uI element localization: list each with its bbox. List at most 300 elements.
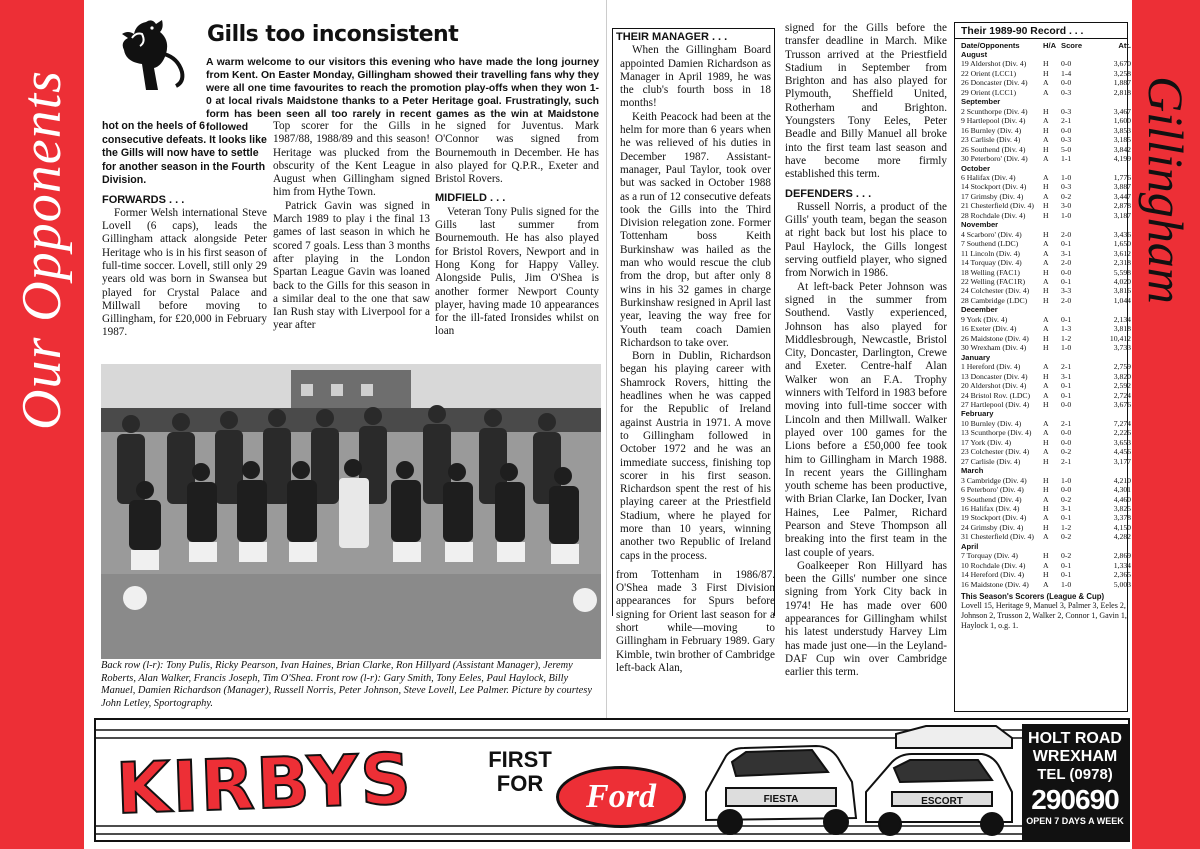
record-score: 1-0 (1061, 343, 1072, 353)
record-row (955, 494, 1131, 504)
telephone-prefix: TEL (0978) (1037, 766, 1113, 783)
record-opponent: 14 Torquay (Div. 4) (961, 258, 1022, 268)
record-venue: H (1043, 475, 1049, 485)
record-row (955, 172, 1131, 182)
record-venue: H (1043, 295, 1049, 305)
record-opponent: 28 Cambridge (LDC) (961, 295, 1028, 305)
record-venue: H (1043, 229, 1049, 239)
record-score: 0-0 (1061, 59, 1072, 69)
midfield-heading: MIDFIELD . . . (435, 192, 506, 205)
record-venue: A (1043, 428, 1049, 438)
slogan-first: FIRST (488, 747, 552, 772)
record-attendance: 3,670 (1113, 59, 1131, 69)
record-row (955, 428, 1131, 438)
record-venue: A (1043, 239, 1049, 249)
scorers-list: Lovell 15, Heritage 9, Manuel 3, Palmer 3, Eeles 2, Johnson 2, Trusson 2, Walker 2, Connor 1, Gavin 1, Haylock 1, o.g. 1. (961, 601, 1127, 631)
record-opponent: 17 York (Div. 4) (961, 437, 1012, 447)
record-attendance: 3,185 (1113, 135, 1131, 145)
record-venue: H (1043, 59, 1049, 69)
record-attendance: 2,592 (1113, 381, 1131, 391)
record-venue: A (1043, 579, 1049, 589)
record-opponent: 3 Cambridge (Div. 4) (961, 475, 1027, 485)
record-venue: A (1043, 248, 1049, 258)
record-attendance: 2,134 (1113, 314, 1131, 324)
record-attendance: 5,598 (1113, 267, 1131, 277)
opening-hours: OPEN 7 DAYS A WEEK (1026, 816, 1124, 826)
record-score: 2-1 (1061, 456, 1072, 466)
record-attendance: 2,869 (1113, 551, 1131, 561)
record-attendance: 3,887 (1113, 182, 1131, 192)
record-venue: A (1043, 277, 1049, 286)
record-opponent: 18 Welling (FAC1) (961, 267, 1020, 277)
record-score: 0-1 (1061, 390, 1072, 400)
column-3-paragraph-2: Veteran Tony Pulis signed for the Gills last summer from Bournemouth. He has also played for Bristol Rovers, Newport and in Hong Kong for Happy Valley. Alongside Pulis, Jim O'Shea is another former Newport County player, having made 10 appearances for the ill-fated Ironsides whilst on loan (435, 205, 599, 338)
record-opponent: 1 Hereford (Div. 4) (961, 362, 1021, 372)
record-opponent: 16 Halifax (Div. 4) (961, 504, 1020, 513)
record-row (955, 59, 1131, 69)
record-opponent: 14 Hereford (Div. 4) (961, 570, 1025, 580)
record-attendance: 3,842 (1113, 144, 1131, 154)
record-score: 0-2 (1061, 551, 1072, 561)
record-score: 3-1 (1061, 371, 1072, 381)
record-venue: A (1043, 78, 1049, 88)
record-opponent: 2 Scunthorpe (Div. 4) (961, 106, 1028, 116)
dealer-contact-box (1022, 724, 1128, 840)
scorers-heading: This Season's Scorers (League & Cup) (961, 592, 1105, 602)
manager-paragraph-1: When the Gillingham Board appointed Damien Richardson as Manager in April 1989, he was the club's fourth boss in 18 months! (620, 44, 771, 110)
record-venue: A (1043, 324, 1049, 334)
record-attendance: 3,187 (1113, 210, 1131, 220)
record-opponent: 6 Peterboro' (Div. 4) (961, 485, 1024, 495)
record-row (955, 125, 1131, 135)
record-row (955, 390, 1131, 400)
kirbys-ford-advert (94, 718, 1130, 842)
column-5-paragraph-2: Russell Norris, a product of the Gills' youth team, began the season at right back but lost his place to Paul Haylock, the Gills longest serving outfield player, who signed from Norwich in 1986. (785, 200, 947, 280)
record-attendance: 4,460 (1113, 494, 1131, 504)
record-opponent: 31 Chesterfield (Div. 4) (961, 532, 1034, 542)
record-score: 0-0 (1061, 485, 1072, 495)
record-opponent: 13 Scunthorpe (Div. 4) (961, 428, 1032, 438)
manager-heading: THEIR MANAGER . . . (616, 31, 728, 43)
record-venue: H (1043, 333, 1049, 343)
first-for-slogan (480, 748, 560, 796)
record-row (955, 277, 1131, 286)
record-opponent: 30 Wrexham (Div. 4) (961, 343, 1027, 353)
record-header-score: Score (1061, 41, 1083, 50)
record-row (955, 343, 1131, 353)
record-attendance: 3,653 (1113, 437, 1131, 447)
record-row (955, 371, 1131, 381)
column-5-paragraph-1: signed for the Gills before the transfer deadline in March. Mike Trusson arrived at the Priestfield Stadium in September from Brighton and has also played for Plymouth, Sheffield United, Rotherham and Brighton. Youngsters Tony Eeles, Peter Beadle and Billy Manuel all broke into the first team last season and have become more firmly established this term. (785, 22, 947, 181)
record-opponent: 22 Welling (FAC1R) (961, 277, 1026, 286)
record-row (955, 78, 1131, 88)
record-attendance: 3,177 (1113, 456, 1131, 466)
record-score: 1-2 (1061, 333, 1072, 343)
manager-paragraph-3: Born in Dublin, Richardson began his playing career with Shamrock Rovers, hitting the headlines when he was capped for the Republic of Ireland against Austria in 1971. A move to Gillingham followed in October 1972 and he was an immediate success, finishing top scorer in his first season. Richardson spent the rest of his playing career at the Priestfield Stadium, where he played for more than 10 years, winning another two Republic of Ireland caps in the process. (620, 350, 771, 562)
column-4-continuation: from Tottenham in 1986/87. O'Shea made 3 First Division appearances for Spurs before signing for Orient last season for a short while—moving to Gillingham in February 1989. Gary Kimble, twin brother of Cambridge left-back Alan, (616, 568, 775, 674)
record-row (955, 551, 1131, 561)
record-row (955, 106, 1131, 116)
record-opponent: 24 Colchester (Div. 4) (961, 286, 1030, 296)
record-row (955, 522, 1131, 532)
record-row (955, 239, 1131, 249)
record-opponent: 7 Torquay (Div. 4) (961, 551, 1018, 561)
record-attendance: 1,600 (1113, 116, 1131, 126)
record-score: 0-3 (1061, 182, 1072, 192)
record-venue: A (1043, 172, 1049, 182)
record-score: 0-2 (1061, 447, 1072, 457)
record-attendance: 1,776 (1113, 172, 1131, 182)
defenders-heading: DEFENDERS . . . (785, 187, 872, 200)
record-month-heading: September (961, 97, 1001, 107)
record-opponent: 22 Orient (LCC1) (961, 68, 1017, 78)
record-attendance: 4,020 (1113, 277, 1131, 286)
record-venue: H (1043, 343, 1049, 353)
record-attendance: 3,733 (1113, 343, 1131, 353)
page-gutter (606, 0, 607, 720)
record-row (955, 399, 1131, 409)
record-row (955, 295, 1131, 305)
record-score: 1-4 (1061, 68, 1072, 78)
record-venue: A (1043, 447, 1049, 457)
slogan-for: FOR (496, 771, 544, 796)
record-attendance: 3,378 (1113, 513, 1131, 523)
team-photo-illustration (101, 364, 601, 659)
record-score: 0-0 (1061, 437, 1072, 447)
record-venue: H (1043, 125, 1049, 135)
article-intro: A warm welcome to our visitors this evening who have made the long journey from Kent. On Easter Monday, Gillingham showed their travelling fans why they were all one time favourites to reach the promotion play-offs when they won 1-0 at local rivals Maidstone thanks to a Peter Heritage goal. Frustratingly, such form has been seen all too rarely in recent games as the win at Maidstone followed (206, 57, 599, 133)
kirbys-logo: KIRBYS (114, 737, 415, 831)
record-row (955, 362, 1131, 372)
record-attendance: 2,724 (1113, 390, 1131, 400)
record-row (955, 191, 1131, 201)
record-opponent: 26 Maidstone (Div. 4) (961, 333, 1029, 343)
column-2-paragraph-2: Patrick Gavin was signed in March 1989 to play i the final 13 games of last season in which he scored 7 goals. Less than 3 months after playing in the London Spartan League Gavin was loaned back to the Gills for this season in a similar deal to the one that saw Ian Rush stay with Liverpool for a year after (273, 199, 430, 332)
record-venue: H (1043, 371, 1049, 381)
record-opponent: 16 Exeter (Div. 4) (961, 324, 1017, 334)
record-opponent: 9 York (Div. 4) (961, 314, 1008, 324)
record-venue: H (1043, 504, 1049, 513)
article-column-1 (102, 120, 267, 340)
record-row (955, 286, 1131, 296)
record-attendance: 3,820 (1113, 371, 1131, 381)
record-opponent: 4 Scarboro' (Div. 4) (961, 229, 1022, 239)
record-opponent: 19 Stockport (Div. 4) (961, 513, 1027, 523)
column-1-lead: hot on the heels of 6 consecutive defeats. It looks like the Gills will now have to settle for another season in the Fourth Division. (102, 120, 267, 186)
record-attendance: 1,887 (1113, 78, 1131, 88)
record-venue: A (1043, 87, 1049, 97)
record-opponent: 23 Colchester (Div. 4) (961, 447, 1030, 457)
record-score: 3-1 (1061, 248, 1072, 258)
record-venue: A (1043, 154, 1049, 164)
record-score: 1-0 (1061, 579, 1072, 589)
record-row (955, 560, 1131, 570)
record-attendance: 1,650 (1113, 239, 1131, 249)
team-photo (101, 364, 601, 659)
record-venue: H (1043, 570, 1049, 580)
record-row (955, 437, 1131, 447)
section-title-our-opponents: Our Opponents (11, 70, 73, 430)
season-record-table (955, 26, 1131, 631)
record-venue: H (1043, 437, 1049, 447)
fiesta-badge: FIESTA (763, 794, 799, 805)
telephone-number: 290690 (1031, 784, 1119, 815)
record-score: 2-1 (1061, 116, 1072, 126)
record-opponent: 30 Peterboro' (Div. 4) (961, 154, 1028, 164)
record-row (955, 116, 1131, 126)
record-attendance: 2,365 (1113, 570, 1131, 580)
record-attendance: 1,334 (1113, 560, 1131, 570)
record-opponent: 14 Stockport (Div. 4) (961, 182, 1027, 192)
record-row (955, 135, 1131, 145)
record-attendance: 3,258 (1113, 68, 1131, 78)
record-score: 0-1 (1061, 239, 1072, 249)
record-score: 0-3 (1061, 87, 1072, 97)
record-row (955, 210, 1131, 220)
record-venue: A (1043, 381, 1049, 391)
record-attendance: 2,759 (1113, 362, 1131, 372)
record-venue: H (1043, 106, 1049, 116)
record-opponent: 9 Southend (Div. 4) (961, 494, 1022, 504)
record-row (955, 485, 1131, 495)
article-column-3 (435, 120, 599, 339)
record-opponent: 26 Southend (Div. 4) (961, 144, 1026, 154)
record-opponent: 16 Burnley (Div. 4) (961, 125, 1022, 135)
column-3-paragraph-1: he signed for Juventus. Mark O'Connor was signed from Bournemouth in December. He has also played for Q.P.R., Exeter and Bristol Rovers. (435, 120, 599, 186)
record-month-heading: January (961, 352, 991, 362)
record-opponent: 10 Burnley (Div. 4) (961, 418, 1022, 428)
record-venue: A (1043, 314, 1049, 324)
record-month-heading: February (961, 409, 994, 419)
record-score: 1-0 (1061, 475, 1072, 485)
record-opponent: 11 Lincoln (Div. 4) (961, 248, 1020, 258)
club-name-vertical: Gillingham (1138, 76, 1194, 304)
record-opponent: 10 Rochdale (Div. 4) (961, 560, 1026, 570)
record-row (955, 579, 1131, 589)
record-venue: H (1043, 144, 1049, 154)
record-opponent: 13 Doncaster (Div. 4) (961, 371, 1028, 381)
record-month-heading: October (961, 163, 991, 173)
record-row (955, 532, 1131, 542)
record-attendance: 2,318 (1113, 258, 1131, 268)
column-5-paragraph-3: At left-back Peter Johnson was signed in the summer from Southend. Vastly experienced, Johnson has also played for Middlesbrough, Newcastle, Bristol City, Doncaster, Darlington, Crewe and Exeter. Centre-half Alan Walker won an F.A. Trophy winners with Telford in 1983 before moving into full-time soccer with Lincoln and then Millwall. Walker played over 100 games for the Lions before a £50,000 fee took him to Gillingham in March 1988. In recent years the Gillingham youth scheme has been productive, with Brian Clarke, Ian Docker, Ivan Haines, Lee Palmer, Richard Pearson and Steve Thompson all breaking into the first team in the last couple of years. (785, 280, 947, 559)
record-attendance: 3,447 (1113, 191, 1131, 201)
record-score: 0-2 (1061, 494, 1072, 504)
record-venue: H (1043, 551, 1049, 561)
record-row (955, 87, 1131, 97)
record-row (955, 513, 1131, 523)
record-body (955, 50, 1131, 589)
record-header-opponents: Date/Opponents (961, 41, 1020, 50)
record-score: 1-0 (1061, 210, 1072, 220)
record-row (955, 475, 1131, 485)
photo-caption: Back row (l-r): Tony Pulis, Ricky Pearson, Ivan Haines, Brian Clarke, Ron Hillyard (Assistant Manager), Jeremy Roberts, Alan Walker, Francis Joseph, Tim O'Shea. Front row (l-r): Gary Smith, Tony Eeles, Paul Haylock, Billy Manuel, Damien Richardson (Manager), Russell Norris, Peter Johnson, Steve Lovell, Lee Palmer. Picture by courtesy John Letley, Sportography. (101, 660, 592, 710)
record-opponent: 23 Carlisle (Div. 4) (961, 135, 1021, 145)
record-score: 0-0 (1061, 78, 1072, 88)
record-venue: A (1043, 513, 1049, 523)
record-attendance: 4,282 (1113, 532, 1131, 542)
record-opponent: 28 Rochdale (Div. 4) (961, 210, 1026, 220)
record-score: 0-1 (1061, 277, 1072, 286)
record-row (955, 144, 1131, 154)
record-score: 1-1 (1061, 154, 1072, 164)
record-row (955, 418, 1131, 428)
record-attendance: 4,456 (1113, 447, 1131, 457)
record-opponent: 26 Doncaster (Div. 4) (961, 78, 1028, 88)
record-attendance: 3,818 (1113, 324, 1131, 334)
record-attendance: 4,199 (1113, 154, 1131, 164)
column-5-paragraph-4: Goalkeeper Ron Hillyard has been the Gills' number one since signing from York City back in 1974! He has made over 600 appearances for Gillingham whilst his latest understudy Harvey Lim has made just one—in the Leyland-DAF Cup win over Cambridge earlier this term. (785, 559, 947, 679)
record-venue: H (1043, 399, 1049, 409)
forwards-heading: FORWARDS . . . (102, 193, 185, 206)
record-header-venue: H/A (1043, 41, 1057, 50)
record-score: 2-1 (1061, 418, 1072, 428)
record-score: 2-0 (1061, 258, 1072, 268)
record-venue: H (1043, 485, 1049, 495)
car-illustration (696, 722, 1016, 840)
record-score: 1-2 (1061, 522, 1072, 532)
record-attendance: 4,210 (1113, 475, 1131, 485)
record-score: 0-1 (1061, 513, 1072, 523)
record-score: 0-0 (1061, 428, 1072, 438)
record-attendance: 3,467 (1113, 106, 1131, 116)
record-venue: H (1043, 286, 1049, 296)
record-attendance: 10,412 (1109, 333, 1131, 343)
column-1-paragraph: Former Welsh international Steve Lovell (6 caps), leads the Gillingham attack alongside Peter Heritage who is in his first season of full-time soccer. Lovell, still only 29 years old was born in Swansea but played for Crystal Palace and Millwall before moving to Gillingham, for £20,000 in February 1987. (102, 206, 267, 339)
record-score: 0-0 (1061, 125, 1072, 135)
record-attendance: 2,878 (1113, 201, 1131, 211)
record-venue: A (1043, 418, 1049, 428)
record-row (955, 201, 1131, 211)
record-month-heading: August (961, 50, 988, 59)
record-month-heading: April (961, 541, 979, 551)
article-column-4 (612, 29, 775, 675)
record-attendance: 3,612 (1113, 248, 1131, 258)
record-venue: H (1043, 522, 1049, 532)
record-attendance: 3,825 (1113, 504, 1131, 513)
escort-badge: ESCORT (921, 796, 963, 807)
record-attendance: 1,044 (1113, 295, 1131, 305)
record-attendance: 5,003 (1113, 579, 1131, 589)
record-header-row (955, 41, 1131, 50)
record-score: 2-0 (1061, 229, 1072, 239)
record-score: 2-0 (1061, 295, 1072, 305)
record-opponent: 20 Aldershot (Div. 4) (961, 381, 1027, 391)
record-attendance: 3,436 (1113, 229, 1131, 239)
record-row (955, 154, 1131, 164)
record-score: 3-0 (1061, 201, 1072, 211)
record-row (955, 447, 1131, 457)
record-opponent: 7 Southend (LDC) (961, 239, 1019, 249)
record-score: 0-2 (1061, 532, 1072, 542)
column-2-paragraph-1: Top scorer for the Gills in 1987/88, 1988/89 and this season! Heritage was plucked from the obscurity of the Kent League in August when Gillingham signed him from Hythe Town. (273, 120, 430, 199)
record-month-heading: December (961, 305, 998, 315)
record-row (955, 314, 1131, 324)
record-score: 2-1 (1061, 362, 1072, 372)
record-attendance: 2,226 (1113, 428, 1131, 438)
record-score: 3-1 (1061, 504, 1072, 513)
article-column-2 (273, 120, 430, 333)
record-venue: H (1043, 456, 1049, 466)
record-row (955, 258, 1131, 268)
record-month-heading: November (961, 220, 999, 230)
record-attendance: 7,274 (1113, 418, 1131, 428)
record-opponent: 24 Bristol Rov. (LDC) (961, 390, 1031, 400)
kent-horse-icon (106, 14, 190, 94)
record-opponent: 19 Aldershot (Div. 4) (961, 59, 1027, 69)
record-row (955, 333, 1131, 343)
record-row (955, 456, 1131, 466)
record-opponent: 9 Hartlepool (Div. 4) (961, 116, 1026, 126)
record-score: 0-3 (1061, 135, 1072, 145)
address-line-2: WREXHAM (1032, 748, 1118, 765)
record-attendance: 3,853 (1113, 125, 1131, 135)
record-score: 1-0 (1061, 172, 1072, 182)
record-opponent: 27 Hartlepool (Div. 4) (961, 399, 1030, 409)
record-venue: A (1043, 494, 1049, 504)
record-venue: A (1043, 532, 1049, 542)
record-venue: H (1043, 68, 1049, 78)
record-row (955, 248, 1131, 258)
record-attendance: 2,818 (1113, 87, 1131, 97)
record-score: 0-1 (1061, 381, 1072, 391)
record-venue: A (1043, 258, 1049, 268)
record-title: Their 1989-90 Record . . . (955, 26, 1127, 39)
record-row (955, 229, 1131, 239)
record-month-heading: March (961, 466, 984, 476)
record-row (955, 182, 1131, 192)
record-score: 0-3 (1061, 106, 1072, 116)
manager-paragraph-2: Keith Peacock had been at the helm for more than 6 years when he was relieved of his duties in December 1987. Assistant-manager, Paul Taylor, took over but was sacked in October 1988 as a run of 12 consecutive defeats took the Gills into the Third Division relegation zone. Former Tottenham boss Keith Burkinshaw was hailed as the man who would rescue the club from the drop, but after only 8 wins in his 32 games in charge Burkinshaw resigned in April last year, leaving the way free for Youth team coach Damien Richardson to take over. (620, 110, 771, 349)
record-opponent: 6 Halifax (Div. 4) (961, 172, 1016, 182)
record-header-attendance: Att. (1118, 41, 1131, 50)
record-row (955, 68, 1131, 78)
record-row (955, 267, 1131, 277)
record-opponent: 29 Orient (LCC1) (961, 87, 1017, 97)
record-score: 0-0 (1061, 399, 1072, 409)
record-score: 3-3 (1061, 286, 1072, 296)
record-venue: H (1043, 267, 1049, 277)
record-attendance: 3,816 (1113, 286, 1131, 296)
record-score: 0-1 (1061, 570, 1072, 580)
article-headline: Gills too inconsistent (207, 22, 459, 47)
record-opponent: 27 Carlisle (Div. 4) (961, 456, 1021, 466)
record-venue: A (1043, 191, 1049, 201)
record-attendance: 4,301 (1113, 485, 1131, 495)
record-opponent: 16 Maidstone (Div. 4) (961, 579, 1029, 589)
record-score: 0-1 (1061, 560, 1072, 570)
record-row (955, 324, 1131, 334)
record-venue: A (1043, 362, 1049, 372)
record-attendance: 3,676 (1113, 399, 1131, 409)
record-opponent: 24 Grimsby (Div. 4) (961, 522, 1024, 532)
record-score: 1-3 (1061, 324, 1072, 334)
record-venue: H (1043, 210, 1049, 220)
record-opponent: 17 Grimsby (Div. 4) (961, 191, 1024, 201)
record-venue: A (1043, 390, 1049, 400)
record-score: 0-2 (1061, 191, 1072, 201)
record-score: 0-1 (1061, 314, 1072, 324)
record-score: 5-0 (1061, 144, 1072, 154)
record-attendance: 4,150 (1113, 522, 1131, 532)
record-row (955, 381, 1131, 391)
record-venue: A (1043, 116, 1049, 126)
record-venue: H (1043, 201, 1049, 211)
record-venue: H (1043, 182, 1049, 192)
record-venue: A (1043, 135, 1049, 145)
address-line-1: HOLT ROAD (1028, 730, 1122, 747)
record-row (955, 570, 1131, 580)
